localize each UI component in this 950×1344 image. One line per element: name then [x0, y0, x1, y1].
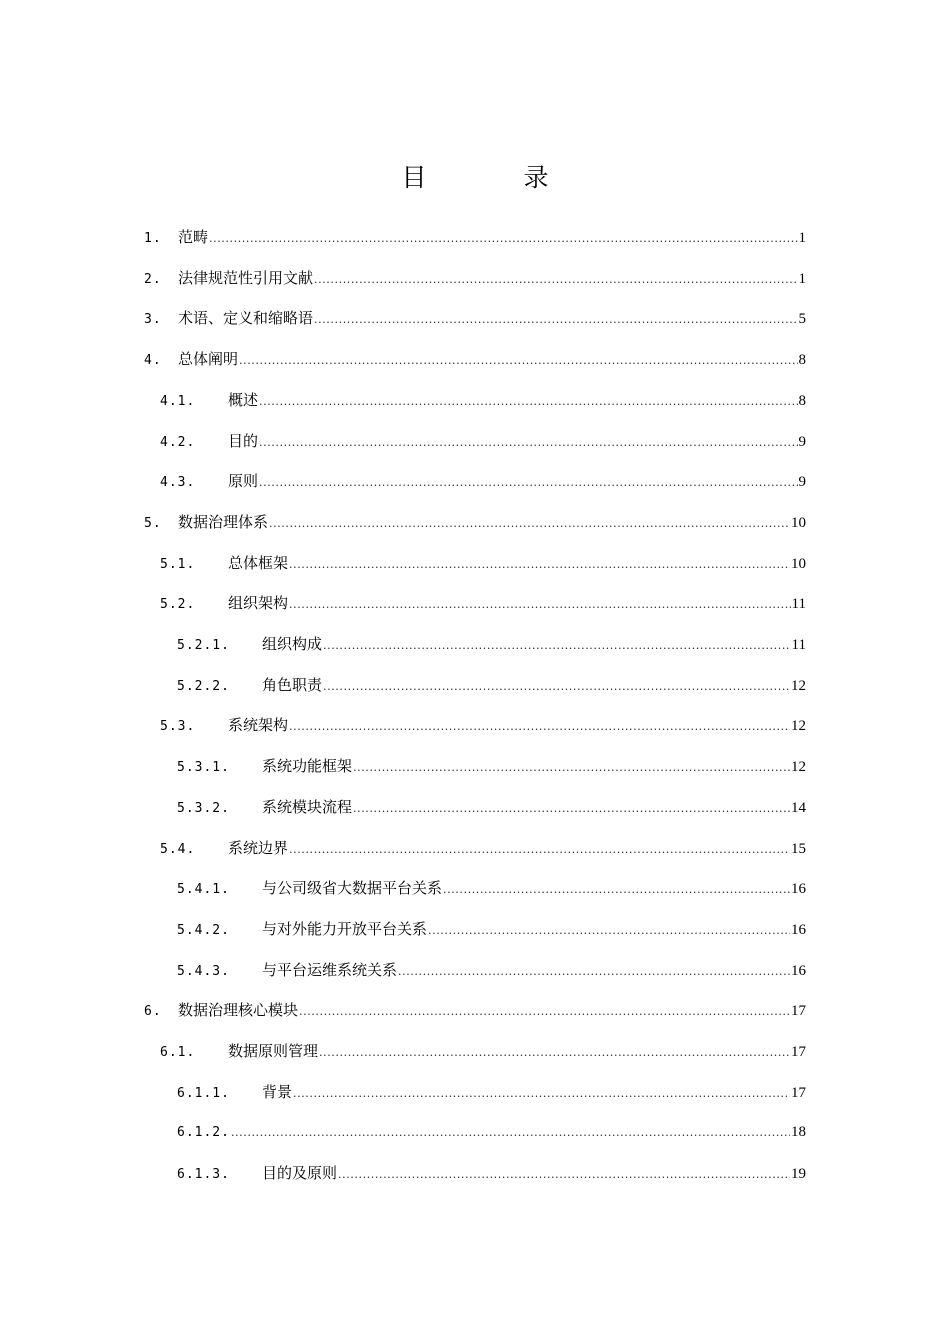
toc-leader-dots — [289, 552, 790, 578]
toc-entry[interactable] — [177, 916, 806, 942]
toc-entry-label: 与平台运维系统关系 — [262, 960, 398, 979]
toc-entry-number: 5. — [144, 515, 162, 531]
toc-leader-dots — [443, 877, 790, 903]
toc-entry-page-number: 12 — [791, 718, 806, 735]
toc-entry-page-number: 17 — [791, 1003, 806, 1020]
toc-entry-page-number: 17 — [791, 1044, 806, 1060]
toc-leader-dots — [259, 389, 797, 415]
toc-entry-number: 5.4.2. — [177, 922, 230, 938]
toc-entry-page-number: 11 — [791, 596, 806, 613]
toc-entry-number: 4. — [144, 353, 162, 369]
toc-entry[interactable] — [177, 957, 806, 983]
toc-entry-label: 系统功能框架 — [262, 757, 353, 776]
toc-entry-label: 与公司级省大数据平台关系 — [262, 879, 443, 898]
toc-entry-page-number: 12 — [791, 677, 806, 694]
toc-leader-dots — [353, 796, 790, 822]
toc-entry-page-number: 8 — [798, 352, 806, 369]
toc-entry-number: 4.2. — [160, 434, 196, 450]
toc-entry-number: 4.1. — [160, 393, 196, 409]
toc-entry-number: 6. — [144, 1004, 162, 1020]
toc-leader-dots — [289, 837, 790, 863]
toc-entry[interactable] — [177, 794, 806, 820]
toc-entry-number: 5.2.2. — [177, 678, 230, 694]
toc-leader-dots — [209, 226, 797, 252]
toc-entry-number: 2. — [144, 271, 162, 287]
toc-entry-label: 背景 — [262, 1082, 293, 1101]
toc-leader-dots — [299, 999, 790, 1025]
toc-leader-dots — [428, 918, 790, 944]
toc-entry-label: 数据治理体系 — [178, 512, 269, 531]
toc-leader-dots — [259, 430, 797, 456]
toc-entry-label: 系统架构 — [228, 716, 289, 735]
toc-entry[interactable] — [177, 631, 806, 657]
toc-entry-page-number: 10 — [791, 514, 806, 531]
toc-entry-number: 6.1. — [160, 1045, 196, 1060]
toc-entry-number: 5.3. — [160, 719, 196, 735]
toc-entry[interactable] — [160, 1038, 806, 1064]
toc-entry[interactable] — [144, 346, 806, 372]
toc-entry-page-number: 15 — [791, 840, 806, 857]
toc-entry[interactable] — [177, 1160, 806, 1186]
toc-entry-label: 术语、定义和缩略语 — [178, 309, 314, 328]
toc-entry-page-number: 16 — [791, 881, 806, 898]
toc-entry-number: 5.2. — [160, 597, 196, 613]
toc-entry-label: 法律规范性引用文献 — [178, 268, 314, 287]
toc-entry-page-number: 18 — [791, 1124, 806, 1141]
toc-entry-page-number: 14 — [791, 799, 806, 816]
toc-entry-page-number: 12 — [791, 759, 806, 776]
toc-entry-page-number: 10 — [791, 555, 806, 572]
toc-entry-number: 5.1. — [160, 556, 196, 572]
toc-entry[interactable] — [160, 590, 806, 616]
toc-entry[interactable] — [177, 672, 806, 698]
toc-leader-dots — [338, 1162, 790, 1188]
toc-leader-dots — [353, 755, 790, 781]
toc-entry-label: 角色职责 — [262, 675, 323, 694]
toc-entry[interactable] — [177, 1119, 806, 1145]
toc-leader-dots — [293, 1081, 790, 1107]
toc-entry-number: 6.1.3. — [177, 1167, 230, 1183]
toc-entry-page-number: 1 — [798, 230, 806, 246]
toc-entry-number: 5.2.1. — [177, 638, 230, 653]
toc-entry-label: 数据治理核心模块 — [178, 1001, 299, 1020]
toc-entry[interactable] — [160, 468, 806, 494]
toc-entry[interactable] — [177, 1079, 806, 1105]
toc-leader-dots — [269, 511, 790, 537]
toc-entry[interactable] — [144, 509, 806, 535]
toc-entry[interactable] — [144, 305, 806, 331]
toc-entry-label: 与对外能力开放平台关系 — [262, 919, 428, 938]
toc-entry-label: 组织架构 — [228, 594, 289, 613]
toc-entry-number: 5.3.2. — [177, 800, 230, 816]
toc-leader-dots — [289, 592, 791, 618]
toc-entry-number: 5.4. — [160, 841, 196, 857]
toc-leader-dots — [319, 1040, 790, 1066]
toc-entry-number: 3. — [144, 312, 162, 328]
toc-leader-dots — [289, 714, 790, 740]
toc-entry-label: 数据原则管理 — [228, 1042, 319, 1060]
toc-entry-number: 5.4.3. — [177, 963, 230, 979]
toc-entry[interactable] — [160, 387, 806, 413]
toc-entry-label: 目的 — [228, 431, 259, 450]
toc-entry-label: 总体框架 — [228, 553, 289, 572]
toc-entry-number: 1. — [144, 231, 162, 246]
toc-leader-dots — [231, 1120, 790, 1146]
toc-entry-page-number: 11 — [791, 637, 806, 653]
toc-title: 目 录 — [401, 163, 585, 192]
toc-entry-label: 原则 — [228, 472, 259, 491]
toc-entry-page-number: 16 — [791, 962, 806, 979]
toc-entry[interactable] — [144, 997, 806, 1023]
toc-entry-page-number: 9 — [798, 433, 806, 450]
toc-entry-number: 6.1.2. — [177, 1125, 230, 1141]
toc-entry-number: 5.4.1. — [177, 882, 230, 898]
toc-entry-label: 系统模块流程 — [262, 797, 353, 816]
toc-entry-label: 范畴 — [178, 228, 209, 246]
toc-leader-dots — [239, 348, 797, 374]
toc-entry-number: 6.1.1. — [177, 1085, 230, 1101]
toc-entry-page-number: 8 — [798, 392, 806, 409]
toc-entry-page-number: 9 — [798, 474, 806, 491]
toc-entry-label: 目的及原则 — [262, 1164, 338, 1183]
toc-entry[interactable] — [177, 753, 806, 779]
toc-leader-dots — [314, 307, 797, 333]
toc-leader-dots — [314, 267, 797, 293]
toc-entry-page-number: 5 — [798, 311, 806, 328]
toc-entry-page-number: 19 — [791, 1166, 806, 1183]
toc-entry[interactable] — [144, 224, 806, 250]
toc-leader-dots — [323, 674, 790, 700]
toc-entry-number: 5.3.1. — [177, 760, 230, 776]
toc-entry-label: 组织构成 — [262, 635, 323, 653]
toc-entry[interactable] — [160, 550, 806, 576]
toc-entry-label: 系统边界 — [228, 838, 289, 857]
toc-leader-dots — [398, 959, 790, 985]
toc-entry[interactable] — [144, 265, 806, 291]
toc-entry[interactable] — [160, 712, 806, 738]
toc-leader-dots — [323, 633, 791, 659]
toc-entry-label: 概述 — [228, 390, 259, 409]
toc-entry-page-number: 16 — [791, 921, 806, 938]
toc-leader-dots — [259, 470, 797, 496]
toc-entry[interactable] — [177, 875, 806, 901]
toc-entry-number: 4.3. — [160, 475, 196, 491]
toc-entry-label: 总体阐明 — [178, 350, 239, 369]
toc-entry-page-number: 17 — [791, 1084, 806, 1101]
toc-entry[interactable] — [160, 428, 806, 454]
toc-entry[interactable] — [160, 835, 806, 861]
toc-entry-page-number: 1 — [798, 270, 806, 287]
